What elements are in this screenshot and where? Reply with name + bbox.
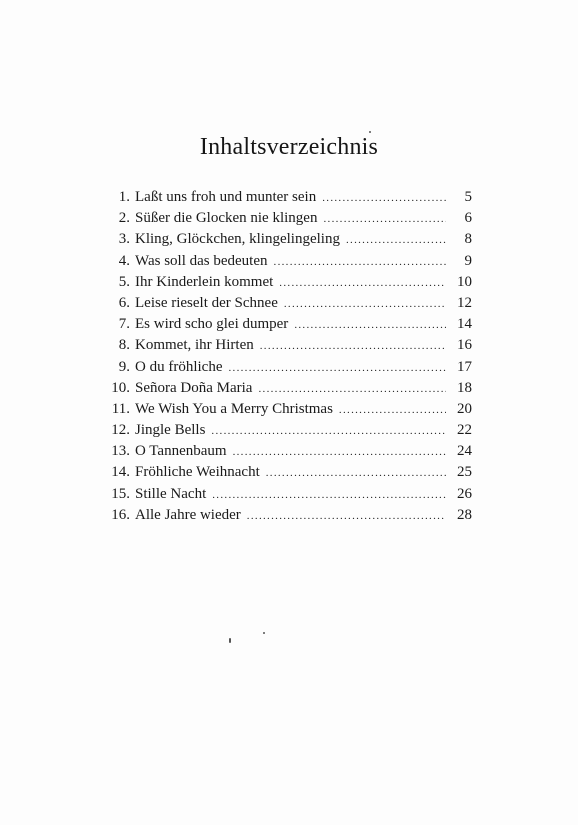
toc-entry-number: 16. — [111, 506, 130, 523]
toc-entry-title: Stille Nacht — [135, 485, 207, 502]
toc-entry-number: 7. — [118, 316, 130, 333]
toc-entry — [100, 187, 472, 208]
toc-entry-page: 20 — [457, 400, 472, 417]
toc-entry — [100, 229, 472, 250]
toc-entry — [100, 484, 472, 505]
toc-entry — [100, 399, 472, 420]
toc-dot-leader — [279, 273, 446, 294]
toc-dot-leader — [346, 230, 446, 251]
toc-dot-leader — [339, 400, 446, 421]
toc-entry-title: Ihr Kinderlein kommet — [135, 273, 274, 290]
toc-entry-number: 5. — [118, 273, 130, 290]
toc-entry-page: 25 — [457, 464, 472, 481]
scan-speck — [229, 638, 231, 643]
toc-entry — [100, 420, 472, 441]
toc-entry-number: 13. — [111, 443, 130, 460]
toc-entry-title: Kommet, ihr Hirten — [135, 337, 254, 354]
toc-entry-title: Was soll das bedeuten — [135, 252, 268, 269]
toc-entry — [100, 251, 472, 272]
toc-entry-number: 1. — [118, 189, 130, 205]
toc-entry-page: 5 — [464, 189, 472, 205]
toc-entry — [100, 293, 472, 314]
toc-entry-number: 11. — [111, 400, 130, 417]
toc-dot-leader — [284, 294, 446, 315]
toc-entry-number: 14. — [111, 464, 130, 481]
toc-dot-leader — [211, 421, 446, 442]
toc-dot-leader — [233, 442, 446, 463]
toc-entry — [100, 335, 472, 356]
toc-entry-number: 12. — [111, 422, 130, 439]
page-title: Inhaltsverzeichnis — [199, 134, 379, 160]
toc-entry-number: 15. — [111, 485, 130, 502]
toc-entry — [100, 505, 472, 526]
toc-entry-title: Señora Doña Maria — [135, 379, 253, 396]
toc-entry-title: Kling, Glöckchen, klingelingeling — [135, 231, 340, 248]
toc-entry-page: 26 — [457, 485, 472, 502]
toc-entry-page: 16 — [457, 337, 472, 354]
scan-speck — [263, 632, 265, 634]
toc-dot-leader — [274, 252, 446, 273]
toc-entry-title: Alle Jahre wieder — [135, 506, 241, 523]
toc-entry-title: Jingle Bells — [135, 422, 206, 439]
toc-entry-page: 14 — [457, 316, 472, 333]
toc-entry-title: Leise rieselt der Schnee — [135, 294, 278, 311]
toc-dot-leader — [322, 188, 446, 209]
toc-entry — [100, 357, 472, 378]
toc-entry-number: 3. — [118, 231, 130, 248]
toc-entry-title: O Tannenbaum — [135, 443, 227, 460]
toc-entry — [100, 272, 472, 293]
scan-speck — [369, 131, 371, 133]
toc-dot-leader — [260, 336, 446, 357]
toc-entry-title: We Wish You a Merry Christmas — [135, 400, 333, 417]
toc-entry — [100, 441, 472, 462]
toc-entry-title: Fröhliche Weihnacht — [135, 464, 260, 481]
toc-entry-title: Es wird scho glei dumper — [135, 316, 289, 333]
toc-entry — [100, 378, 472, 399]
toc-entry-page: 18 — [457, 379, 472, 396]
toc-entry-title: Laßt uns froh und munter sein — [135, 189, 317, 205]
toc-dot-leader — [258, 379, 446, 400]
toc-dot-leader — [247, 506, 446, 527]
toc-entry-number: 8. — [118, 337, 130, 354]
toc-entry — [100, 462, 472, 483]
toc-entry-page: 24 — [457, 443, 472, 460]
toc-entry-page: 12 — [457, 294, 472, 311]
toc-entry-number: 9. — [118, 358, 130, 375]
toc-entry-page: 6 — [464, 210, 472, 227]
toc-entry-title: Süßer die Glocken nie klingen — [135, 210, 318, 227]
toc-entry-number: 10. — [111, 379, 130, 396]
toc-dot-leader — [294, 315, 446, 336]
toc-dot-leader — [323, 209, 446, 230]
toc-entry-number: 6. — [118, 294, 130, 311]
toc-entry-number: 4. — [118, 252, 130, 269]
table-of-contents — [100, 187, 472, 526]
toc-entry-page: 17 — [457, 358, 472, 375]
toc-entry-page: 28 — [457, 506, 472, 523]
toc-dot-leader — [228, 358, 446, 379]
toc-dot-leader — [212, 485, 446, 506]
toc-entry-number: 2. — [118, 210, 130, 227]
toc-entry — [100, 314, 472, 335]
toc-entry-page: 10 — [457, 273, 472, 290]
toc-entry-page: 9 — [464, 252, 472, 269]
toc-entry-page: 8 — [464, 231, 472, 248]
toc-entry-page: 22 — [457, 422, 472, 439]
toc-dot-leader — [266, 463, 446, 484]
toc-entry — [100, 208, 472, 229]
toc-entry-title: O du fröhliche — [135, 358, 223, 375]
